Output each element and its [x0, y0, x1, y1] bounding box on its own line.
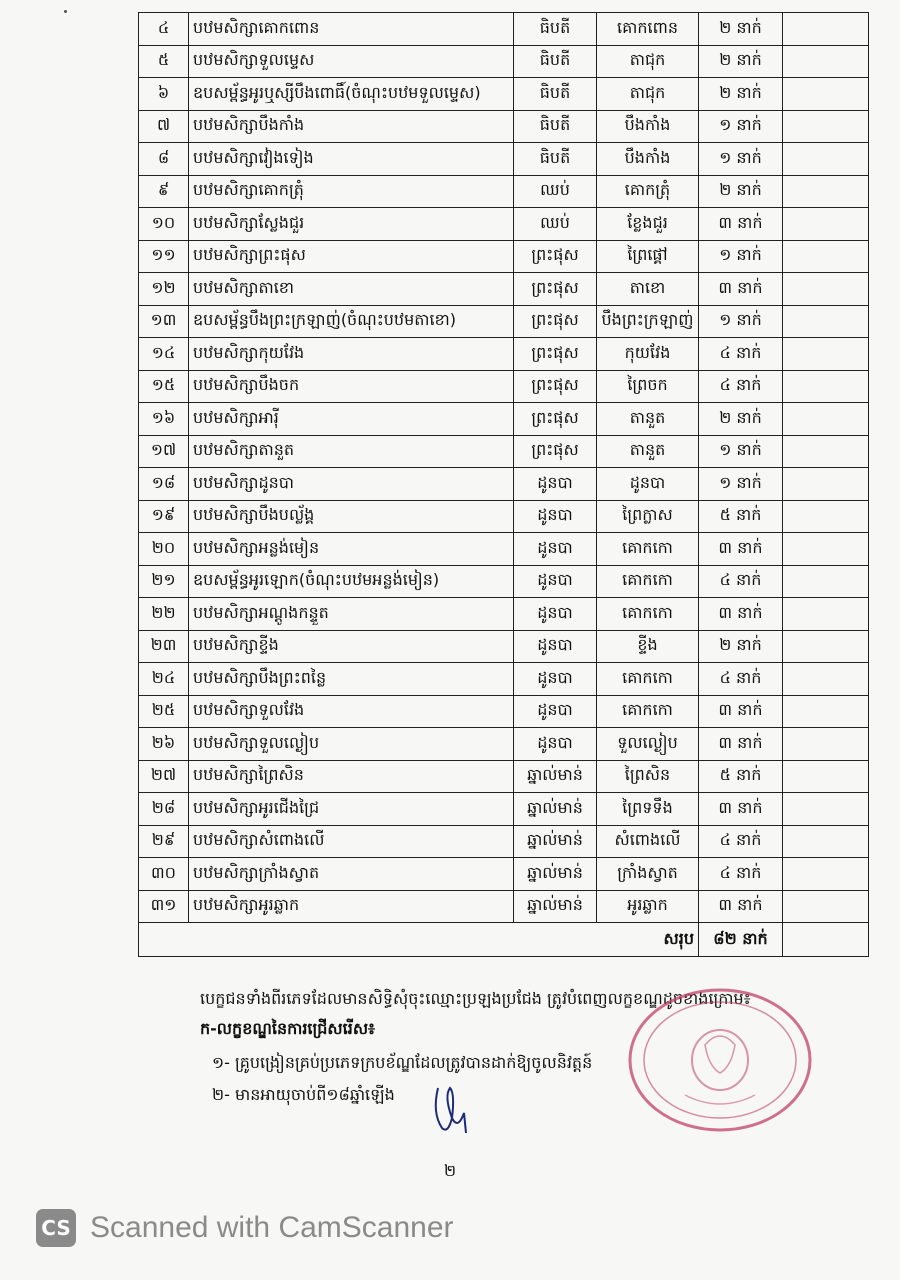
- school-name-cell: បឋមសិក្សាទួលម្ទេស: [189, 45, 514, 78]
- remarks-cell: [783, 825, 869, 858]
- row-number-cell: ៨: [139, 143, 189, 176]
- row-number-cell: ២៧: [139, 760, 189, 793]
- remarks-cell: [783, 13, 869, 46]
- page-number: ២: [443, 1161, 457, 1180]
- remarks-cell: [783, 78, 869, 111]
- district-cell: ឆ្នាល់មាន់: [514, 760, 597, 793]
- teacher-count-cell: ៤ នាក់: [699, 825, 783, 858]
- district-cell: ធិបតី: [514, 45, 597, 78]
- teacher-count-cell: ៤ នាក់: [699, 858, 783, 891]
- table-row: [139, 728, 869, 761]
- remarks-cell: [783, 110, 869, 143]
- eligibility-intro: បេក្ខជនទាំងពីរភេទដែលមានសិទ្ធិសុំចុះឈ្មោះប្រឡងប្រជែង ត្រូវបំពេញលក្ខខណ្ឌដូចខាងក្រោម៖: [200, 989, 751, 1008]
- school-name-cell: បឋមសិក្សាតាខោ: [189, 273, 514, 306]
- commune-cell: បឹងកាំង: [597, 110, 699, 143]
- remarks-cell: [783, 793, 869, 826]
- remarks-cell: [783, 890, 869, 923]
- district-cell: ធិបតី: [514, 13, 597, 46]
- commune-cell: សំពោងលើ: [597, 825, 699, 858]
- table-row: [139, 143, 869, 176]
- table-row: [139, 208, 869, 241]
- school-name-cell: បឋមសិក្សាបឹងបល្ល័ង្គ: [189, 500, 514, 533]
- remarks-cell: [783, 598, 869, 631]
- school-name-cell: បឋមសិក្សាព្រះផុស: [189, 240, 514, 273]
- row-number-cell: ១៩: [139, 500, 189, 533]
- row-number-cell: ១០: [139, 208, 189, 241]
- district-cell: ឈប់: [514, 208, 597, 241]
- commune-cell: តាជុក: [597, 45, 699, 78]
- table-row: [139, 305, 869, 338]
- remarks-cell: [783, 858, 869, 891]
- teacher-count-cell: ១ នាក់: [699, 305, 783, 338]
- school-name-cell: បឋមសិក្សាខ្ទីង: [189, 630, 514, 663]
- school-name-cell: បឋមសិក្សាគោកត្រុំ: [189, 175, 514, 208]
- commune-cell: គោកកោ: [597, 663, 699, 696]
- district-cell: ធិបតី: [514, 110, 597, 143]
- commune-cell: គោកកោ: [597, 533, 699, 566]
- row-number-cell: ១១: [139, 240, 189, 273]
- remarks-cell: [783, 143, 869, 176]
- row-number-cell: ៣០: [139, 858, 189, 891]
- commune-cell: កុយវែង: [597, 338, 699, 371]
- remarks-cell: [783, 175, 869, 208]
- remarks-cell: [783, 630, 869, 663]
- commune-cell: ព្រៃសិន: [597, 760, 699, 793]
- commune-cell: គោកកោ: [597, 598, 699, 631]
- district-cell: ដូនបា: [514, 598, 597, 631]
- district-cell: ដូនបា: [514, 728, 597, 761]
- camscanner-text: Scanned with CamScanner: [90, 1211, 454, 1244]
- remarks-cell: [783, 305, 869, 338]
- commune-cell: តាខោ: [597, 273, 699, 306]
- commune-cell: ព្រៃទទឹង: [597, 793, 699, 826]
- school-name-cell: បឋមសិក្សាស្លែងជួរ: [189, 208, 514, 241]
- school-name-cell: បឋមសិក្សាព្រៃសិន: [189, 760, 514, 793]
- school-name-cell: បឋមសិក្សាអារ៉ី: [189, 403, 514, 436]
- table-row: [139, 110, 869, 143]
- commune-cell: បឹងកាំង: [597, 143, 699, 176]
- district-cell: ឆ្នាល់មាន់: [514, 858, 597, 891]
- school-name-cell: បឋមសិក្សាបឹងព្រះពន្លៃ: [189, 663, 514, 696]
- school-name-cell: ឧបសម្ព័ន្ធអូរឡោក(ចំណុះបឋមអន្លង់មៀន): [189, 565, 514, 598]
- district-cell: ឆ្នាល់មាន់: [514, 825, 597, 858]
- district-cell: ដូនបា: [514, 630, 597, 663]
- total-label: សរុប: [139, 923, 699, 957]
- district-cell: ដូនបា: [514, 565, 597, 598]
- teacher-count-cell: ៥ នាក់: [699, 500, 783, 533]
- remarks-cell: [783, 728, 869, 761]
- school-name-cell: ឧបសម្ព័ន្ធអូរឬស្សីបឹងពោធិ៍(ចំណុះបឋមទួលម្ទេស): [189, 78, 514, 111]
- commune-cell: ខ្ទីង: [597, 630, 699, 663]
- school-name-cell: បឋមសិក្សាដូនបា: [189, 468, 514, 501]
- teacher-count-cell: ៥ នាក់: [699, 760, 783, 793]
- teacher-count-cell: ៣ នាក់: [699, 695, 783, 728]
- district-cell: ព្រះផុស: [514, 240, 597, 273]
- official-seal-stamp: [625, 985, 815, 1135]
- total-value: ៨២ នាក់: [699, 923, 783, 957]
- teacher-count-cell: ៤ នាក់: [699, 663, 783, 696]
- district-cell: ព្រះផុស: [514, 403, 597, 436]
- remarks-cell: [783, 240, 869, 273]
- teacher-count-cell: ១ នាក់: [699, 110, 783, 143]
- district-cell: ព្រះផុស: [514, 370, 597, 403]
- table-row: [139, 598, 869, 631]
- school-name-cell: បឋមសិក្សាតានួត: [189, 435, 514, 468]
- row-number-cell: ៧: [139, 110, 189, 143]
- row-number-cell: ២៤: [139, 663, 189, 696]
- commune-cell: ក្រាំងស្វាត: [597, 858, 699, 891]
- table-row: [139, 13, 869, 46]
- remarks-cell: [783, 273, 869, 306]
- selection-criteria-heading: ក-លក្ខខណ្ឌនៃការជ្រើសរើស៖: [200, 1019, 376, 1038]
- table-row: [139, 78, 869, 111]
- teacher-count-cell: ៤ នាក់: [699, 338, 783, 371]
- remarks-cell: [783, 565, 869, 598]
- commune-cell: គោកពោន: [597, 13, 699, 46]
- teacher-count-cell: ២ នាក់: [699, 630, 783, 663]
- row-number-cell: ១៤: [139, 338, 189, 371]
- total-remarks-cell: [783, 923, 869, 957]
- remarks-cell: [783, 208, 869, 241]
- remarks-cell: [783, 435, 869, 468]
- commune-cell: គោកត្រុំ: [597, 175, 699, 208]
- teacher-count-cell: ៣ នាក់: [699, 728, 783, 761]
- row-number-cell: ៥: [139, 45, 189, 78]
- table-row: [139, 175, 869, 208]
- teacher-count-cell: ២ នាក់: [699, 45, 783, 78]
- district-cell: ឆ្នាល់មាន់: [514, 890, 597, 923]
- remarks-cell: [783, 403, 869, 436]
- district-cell: ដូនបា: [514, 695, 597, 728]
- row-number-cell: ១៣: [139, 305, 189, 338]
- teacher-count-cell: ២ នាក់: [699, 13, 783, 46]
- row-number-cell: ២៣: [139, 630, 189, 663]
- school-name-cell: បឋមសិក្សាអន្លង់មៀន: [189, 533, 514, 566]
- table-row: [139, 500, 869, 533]
- table-row: [139, 273, 869, 306]
- commune-cell: ព្រៃផ្គៅ: [597, 240, 699, 273]
- criterion-2: ២- មានអាយុចាប់ពី១៨ឆ្នាំឡើង: [212, 1085, 395, 1104]
- row-number-cell: ៩: [139, 175, 189, 208]
- school-name-cell: បឋមសិក្សាទួលវែង: [189, 695, 514, 728]
- district-cell: ដូនបា: [514, 533, 597, 566]
- row-number-cell: ១៨: [139, 468, 189, 501]
- commune-cell: ព្រៃក្លាស: [597, 500, 699, 533]
- teacher-count-cell: ៣ នាក់: [699, 533, 783, 566]
- table-row: [139, 403, 869, 436]
- remarks-cell: [783, 695, 869, 728]
- teacher-count-cell: ៣ នាក់: [699, 598, 783, 631]
- table-row: [139, 760, 869, 793]
- row-number-cell: ៦: [139, 78, 189, 111]
- row-number-cell: ២៨: [139, 793, 189, 826]
- row-number-cell: ១២: [139, 273, 189, 306]
- table-row: [139, 695, 869, 728]
- teacher-count-cell: ១ នាក់: [699, 435, 783, 468]
- commune-cell: ព្រៃចក: [597, 370, 699, 403]
- table-row: [139, 663, 869, 696]
- row-number-cell: ៣១: [139, 890, 189, 923]
- teacher-count-cell: ១ នាក់: [699, 143, 783, 176]
- district-cell: ធិបតី: [514, 78, 597, 111]
- camscanner-watermark: [36, 1208, 454, 1248]
- remarks-cell: [783, 533, 869, 566]
- table-row: [139, 858, 869, 891]
- table-row: [139, 338, 869, 371]
- row-number-cell: ៤: [139, 13, 189, 46]
- row-number-cell: ១៥: [139, 370, 189, 403]
- teacher-count-cell: ១ នាក់: [699, 240, 783, 273]
- district-cell: ឆ្នាល់មាន់: [514, 793, 597, 826]
- table-row: [139, 630, 869, 663]
- row-number-cell: ២៥: [139, 695, 189, 728]
- school-name-cell: បឋមសិក្សាអូរជើងជ្រៃ: [189, 793, 514, 826]
- table-row: [139, 533, 869, 566]
- remarks-cell: [783, 468, 869, 501]
- remarks-cell: [783, 760, 869, 793]
- school-name-cell: បឋមសិក្សាអូរឆ្លាក: [189, 890, 514, 923]
- remarks-cell: [783, 370, 869, 403]
- teacher-count-cell: ៣ នាក់: [699, 890, 783, 923]
- commune-cell: តានួត: [597, 435, 699, 468]
- commune-cell: តានួត: [597, 403, 699, 436]
- table-row: [139, 468, 869, 501]
- district-cell: ព្រះផុស: [514, 338, 597, 371]
- remarks-cell: [783, 500, 869, 533]
- teacher-count-cell: ២ នាក់: [699, 78, 783, 111]
- row-number-cell: ២០: [139, 533, 189, 566]
- table-row: [139, 825, 869, 858]
- district-cell: ដូនបា: [514, 663, 597, 696]
- row-number-cell: ២៩: [139, 825, 189, 858]
- row-number-cell: ២៦: [139, 728, 189, 761]
- commune-cell: ដូនបា: [597, 468, 699, 501]
- table-row: [139, 565, 869, 598]
- teacher-count-cell: ២ នាក់: [699, 175, 783, 208]
- scan-speck: [64, 10, 67, 13]
- table-row: [139, 370, 869, 403]
- commune-cell: តាជុក: [597, 78, 699, 111]
- school-name-cell: បឋមសិក្សាសំពោងលើ: [189, 825, 514, 858]
- district-cell: ដូនបា: [514, 468, 597, 501]
- school-name-cell: បឋមសិក្សាបឹងកាំង: [189, 110, 514, 143]
- criterion-1: ១- គ្រូបង្រៀនគ្រប់ប្រភេទក្របខ័ណ្ឌដែលត្រូវបានដាក់ឱ្យចូលនិវត្តន៍: [212, 1053, 593, 1072]
- remarks-cell: [783, 45, 869, 78]
- teacher-count-cell: ១ នាក់: [699, 468, 783, 501]
- remarks-cell: [783, 663, 869, 696]
- total-row: [139, 923, 869, 957]
- district-cell: ព្រះផុស: [514, 305, 597, 338]
- school-name-cell: ឧបសម្ព័ន្ធបឹងព្រះក្រឡាញ់(ចំណុះបឋមតាខោ): [189, 305, 514, 338]
- row-number-cell: ២២: [139, 598, 189, 631]
- table-row: [139, 793, 869, 826]
- commune-cell: បឹងព្រះក្រឡាញ់: [597, 305, 699, 338]
- row-number-cell: ១៧: [139, 435, 189, 468]
- district-cell: ធិបតី: [514, 143, 597, 176]
- camscanner-logo-icon: CS: [36, 1209, 76, 1247]
- teacher-count-cell: ៤ នាក់: [699, 565, 783, 598]
- school-name-cell: បឋមសិក្សាក្រាំងស្វាត: [189, 858, 514, 891]
- district-cell: ព្រះផុស: [514, 435, 597, 468]
- commune-cell: គោកកោ: [597, 565, 699, 598]
- district-cell: ព្រះផុស: [514, 273, 597, 306]
- table-row: [139, 45, 869, 78]
- teacher-count-cell: ៣ នាក់: [699, 273, 783, 306]
- school-name-cell: បឋមសិក្សាកុយវែង: [189, 338, 514, 371]
- commune-cell: អូរឆ្លាក: [597, 890, 699, 923]
- school-name-cell: បឋមសិក្សាអណ្តូងកន្ទួត: [189, 598, 514, 631]
- teacher-count-cell: ២ នាក់: [699, 403, 783, 436]
- table-row: [139, 890, 869, 923]
- table-row: [139, 240, 869, 273]
- district-cell: ដូនបា: [514, 500, 597, 533]
- commune-cell: ខ្លែងជួរ: [597, 208, 699, 241]
- row-number-cell: ២១: [139, 565, 189, 598]
- table-row: [139, 435, 869, 468]
- school-name-cell: បឋមសិក្សាទួលល្ងៀប: [189, 728, 514, 761]
- commune-cell: ទួលល្ងៀប: [597, 728, 699, 761]
- school-name-cell: បឋមសិក្សាវៀងទៀង: [189, 143, 514, 176]
- signature: [430, 1078, 470, 1138]
- commune-cell: គោកកោ: [597, 695, 699, 728]
- remarks-cell: [783, 338, 869, 371]
- district-cell: ឈប់: [514, 175, 597, 208]
- teacher-count-cell: ៣ នាក់: [699, 208, 783, 241]
- teacher-count-cell: ៤ នាក់: [699, 370, 783, 403]
- teacher-allocation-table: [138, 12, 869, 957]
- row-number-cell: ១៦: [139, 403, 189, 436]
- school-name-cell: បឋមសិក្សាគោកពោន: [189, 13, 514, 46]
- school-name-cell: បឋមសិក្សាបឹងចក: [189, 370, 514, 403]
- teacher-count-cell: ៣ នាក់: [699, 793, 783, 826]
